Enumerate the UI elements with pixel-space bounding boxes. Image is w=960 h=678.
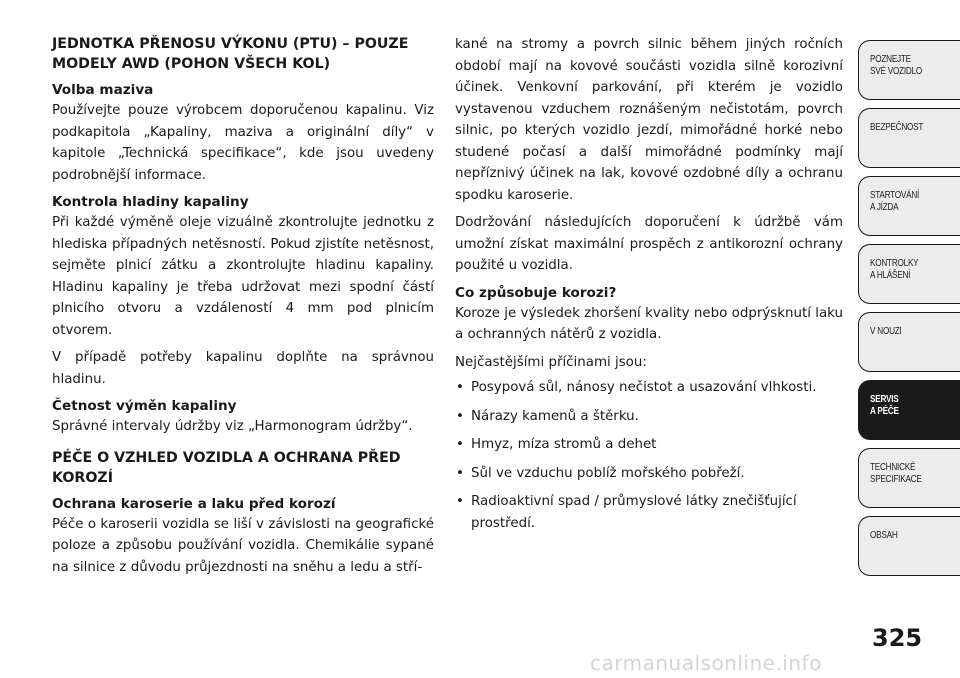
subheading-corrosion-cause: Co způsobuje korozi? <box>455 284 617 301</box>
tab-warning-lights[interactable]: KONTROLKY A HLÁŠENÍ <box>858 244 960 304</box>
cause-list <box>455 377 843 534</box>
list-item: • Sůl ve vzduchu poblíž mořského pobřeží. <box>455 463 843 485</box>
tab-emergency[interactable]: V NOUZI <box>858 312 960 372</box>
paragraph-fluid-level: Při každé výměně oleje vizuálně zkontrolujte jednotku z hlediska případných netěsností. Pokud zjistíte netěsnost, sejměte plnicí zátku a zkontrolujte hladinu kapaliny. Hladinu kapaliny je třeba udržovat mezi spodní částí plnicího otvoru a vzdáleností 4 mm pod plnicím otvorem. <box>52 215 434 338</box>
tab-safety[interactable]: BEZPEČNOST <box>858 108 960 168</box>
right-column <box>455 34 843 541</box>
tab-service-care[interactable]: SERVIS A PÉČE <box>858 380 960 440</box>
paragraph-continued: kané na stromy a povrch silnic během jiných ročních období mají na kovové součásti vozidla silně korozivní účinek. Venkovní parkování, při kterém je vozidlo vystavenou vzduchem roznášeným nečistotám, povrch silnic, po kterých vozidlo jezdí, mimořádné horké nebo studené počasí a další mimořádné podmínky mají nepříznivý účinek na lak, kovové ozdobné díly a ochranu spodku karoserie. <box>455 37 843 203</box>
section-heading-appearance-care: PÉČE O VZHLED VOZIDLA A OCHRANA PŘED KOROZÍ <box>52 449 401 486</box>
paragraph-maintenance-advice: Dodržování následujících doporučení k údržbě vám umožní získat maximální prospěch z antikorozní ochrany použité u vozidla. <box>455 215 843 273</box>
tab-technical-specs[interactable]: TECHNICKÉ SPECIFIKACE <box>858 448 960 508</box>
page-number: 325 <box>872 624 923 652</box>
watermark: carmanualsonline.info <box>590 651 822 675</box>
paragraph-change-frequency: Správné intervaly údržby viz „Harmonogram údržby“. <box>52 419 413 434</box>
section-heading-ptu: JEDNOTKA PŘENOSU VÝKONU (PTU) – POUZE MODELY AWD (POHON VŠECH KOL) <box>52 36 409 72</box>
tab-know-your-vehicle[interactable]: POZNEJTE SVÉ VOZIDLO <box>858 40 960 100</box>
tab-contents[interactable]: OBSAH <box>858 516 960 576</box>
subheading-change-frequency: Četnost výměn kapaliny <box>52 398 237 414</box>
subheading-body-protection: Ochrana karoserie a laku před korozí <box>52 495 336 512</box>
tab-starting-driving[interactable]: STARTOVÁNÍ A JÍZDA <box>858 176 960 236</box>
list-item: • Radioaktivní spad / průmyslové látky znečišťující prostředí. <box>455 491 843 534</box>
left-column <box>52 34 434 578</box>
subheading-fluid-selection: Volba maziva <box>52 82 154 98</box>
paragraph-body-protection: Péče o karoserii vozidla se liší v závislosti na geografické poloze a způsobu používání vozidla. Chemikálie sypané na silnice z důvodu průjezdnosti na sněhu a ledu a stří- <box>52 516 434 575</box>
list-item: • Hmyz, míza stromů a dehet <box>455 434 843 456</box>
chapter-tabs <box>858 40 960 584</box>
list-item: • Posypová sůl, nánosy nečistot a usazování vlhkosti. <box>455 377 843 399</box>
list-item: • Nárazy kamenů a štěrku. <box>455 406 843 428</box>
subheading-fluid-level: Kontrola hladiny kapaliny <box>52 194 249 210</box>
paragraph-corrosion-cause: Koroze je výsledek zhoršení kvality nebo odprýsknutí laku a ochranných nátěrů z vozidla. <box>455 305 843 342</box>
paragraph-fluid-topup: V případě potřeby kapalinu doplňte na správnou hladinu. <box>52 350 434 387</box>
paragraph-fluid-selection: Používejte pouze výrobcem doporučenou kapalinu. Viz podkapitola „Kapaliny, maziva a originální díly“ v kapitole „Technická specifikace“, kde jsou uvedeny podrobnější informace. <box>52 103 434 183</box>
paragraph-main-causes: Nejčastějšími příčinami jsou: <box>455 354 647 370</box>
